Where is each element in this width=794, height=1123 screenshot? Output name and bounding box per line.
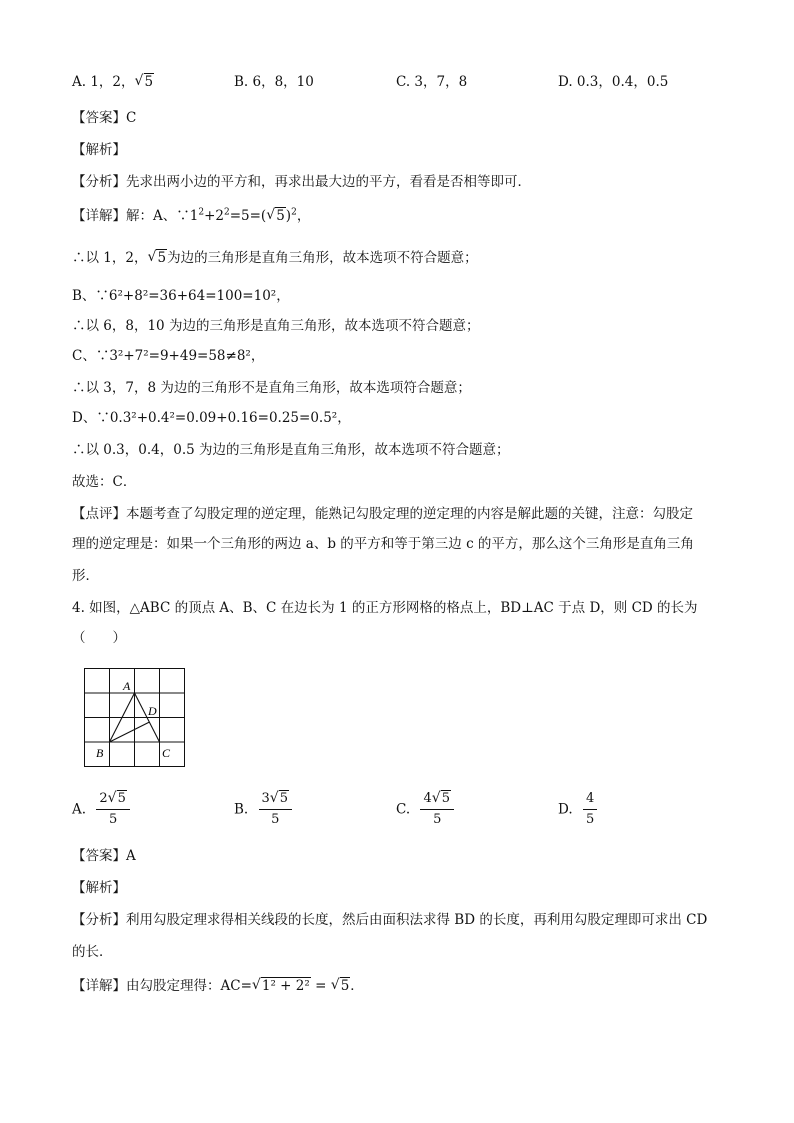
q4-fenxi-line2: 的长．: [72, 944, 113, 960]
q4-stem-line2: （ ）: [72, 630, 126, 646]
q3-option-c: C. 3，7，8: [396, 74, 468, 90]
q4-option-d-letter: D.: [558, 801, 573, 818]
q3-answer-line: [72, 108, 136, 128]
fenxi-label: 【分析】: [72, 174, 126, 190]
q3-line-b: B、∵6²+8²=36+64=100=10²，: [72, 288, 290, 304]
q3-option-a-radicand: 5: [144, 74, 154, 90]
sqrt-symbol: [270, 790, 289, 808]
q4-option-a: [72, 790, 130, 829]
q3-detail-a-radicand: 5: [276, 208, 285, 224]
label-d: D: [148, 704, 157, 718]
sup-2: 2: [291, 207, 297, 218]
fraction: [420, 790, 454, 829]
q4-fenxi-text1: 利用勾股定理求得相关线段的长度，然后由面积法求得 BD 的长度，再利用勾股定理即可求出 CD: [126, 912, 708, 928]
q3-comment-line3: 形．: [72, 568, 99, 584]
fraction: [583, 790, 597, 829]
sqrt-symbol: [108, 790, 127, 808]
q4-answer: A: [126, 848, 136, 864]
q4-answer-line: [72, 846, 136, 866]
detail-label: 【详解】: [72, 978, 126, 994]
q3-conc-a-prefix: ∴以 1，2，: [72, 250, 148, 266]
q3-fenxi-text: 先求出两小边的平方和，再求出最大边的平方，看看是否相等即可．: [126, 174, 531, 190]
fenxi-label: 【分析】: [72, 912, 126, 928]
q4-analysis-label: 【解析】: [72, 880, 126, 896]
q4-option-a-letter: A.: [72, 801, 87, 818]
answer-label: 【答案】: [72, 110, 126, 126]
label-b: B: [96, 746, 104, 760]
sqrt-symbol: [266, 206, 286, 226]
q4-option-b-letter: B.: [234, 801, 249, 818]
q3-detail-a-paren: ): [285, 208, 292, 224]
q4-b-den: 5: [271, 812, 280, 827]
q4-option-c-letter: C.: [396, 801, 411, 818]
q3-analysis-label: 【解析】: [72, 142, 126, 158]
q3-conclusion-a: [72, 248, 478, 268]
sqrt-symbol: [331, 976, 351, 996]
q3-conclusion-c: ∴以 3，7，8 为边的三角形不是直角三角形，故本选项符合题意；: [72, 380, 471, 396]
q3-fenxi-line: [72, 172, 531, 192]
q4-b-coef: 3: [261, 791, 270, 806]
fraction: [259, 790, 293, 829]
sup-2: 2: [223, 207, 230, 218]
q3-answer: C: [126, 110, 137, 126]
q4-c-radicand: 5: [441, 791, 450, 806]
q4-a-coef: 2: [99, 791, 108, 806]
q4-c-coef: 4: [423, 791, 432, 806]
q4-detail-eq: =: [310, 978, 331, 994]
q4-option-d: [558, 790, 597, 829]
q3-detail-a-part1: 解：A、∵1: [126, 208, 199, 224]
fraction: [96, 790, 130, 829]
label-a: A: [123, 679, 131, 693]
q3-detail-a-comma: ，: [296, 208, 311, 224]
q4-fenxi-line1: [72, 910, 707, 930]
q3-conclusion-b: ∴以 6，8，10 为边的三角形是直角三角形，故本选项不符合题意；: [72, 318, 480, 334]
q3-conclusion-d: ∴以 0.3，0.4，0.5 为边的三角形是直角三角形，故本选项不符合题意；: [72, 442, 510, 458]
q4-stem-line1: 4. 如图，△ABC 的顶点 A、B、C 在边长为 1 的正方形网格的格点上，BD⊥AC 于点 D，则 CD 的长为: [72, 600, 698, 616]
q3-choose: 故选：C．: [72, 474, 137, 490]
q3-conc-a-suffix: 为边的三角形是直角三角形，故本选项不符合题意；: [167, 250, 478, 266]
q3-detail-a: [72, 206, 310, 226]
sup-2: 2: [198, 207, 205, 218]
q4-b-radicand: 5: [279, 791, 289, 806]
q4-option-c: [396, 790, 454, 829]
sqrt-symbol: [252, 976, 311, 996]
q3-conc-a-radicand: 5: [157, 250, 167, 266]
q3-option-a-text: A. 1，2，: [72, 74, 135, 90]
q4-d-den: 5: [585, 812, 595, 827]
q3-comment-line2: 理的逆定理是：如果一个三角形的两边 a、b 的平方和等于第三边 c 的平方，那么这个三角形是直角三角: [72, 536, 694, 552]
sqrt-symbol: [432, 790, 451, 808]
sqrt-symbol: [147, 248, 167, 268]
label-c: C: [162, 746, 171, 760]
q4-detail-end: ．: [350, 978, 364, 994]
q3-option-a: [72, 72, 154, 92]
q4-a-den: 5: [108, 812, 118, 827]
q4-d-num: 4: [583, 790, 597, 810]
q3-comment-text1: 本题考查了勾股定理的逆定理，能熟记勾股定理的逆定理的内容是解此题的关键，注意：勾股定: [126, 506, 693, 522]
q3-line-c: C、∵3²+7²=9+49=58≠8²，: [72, 348, 265, 364]
q3-option-b: B. 6，8，10: [234, 74, 314, 90]
q3-detail-a-part2: +2: [204, 208, 224, 224]
q4-detail-prefix: 由勾股定理得：AC=: [126, 978, 252, 994]
segment-bd: [110, 722, 150, 742]
q4-option-b: [234, 790, 292, 829]
q3-option-d: D. 0.3，0.4，0.5: [558, 74, 669, 90]
comment-label: 【点评】: [72, 506, 126, 522]
q4-detail-radicand2: 5: [340, 978, 350, 994]
detail-label: 【详解】: [72, 208, 126, 224]
answer-label: 【答案】: [72, 848, 126, 864]
sqrt-symbol: [135, 72, 155, 92]
q4-c-den: 5: [433, 812, 442, 827]
q4-detail-radicand: 1² + 2²: [261, 978, 310, 994]
q3-comment-line1: [72, 504, 693, 524]
q4-detail-line: [72, 976, 364, 996]
q4-figure: [80, 665, 186, 769]
q3-line-d: D、∵0.3²+0.4²=0.09+0.16=0.25=0.5²，: [72, 410, 351, 426]
q3-detail-a-part3: =5=(: [229, 208, 267, 224]
q4-a-radicand: 5: [117, 791, 126, 806]
